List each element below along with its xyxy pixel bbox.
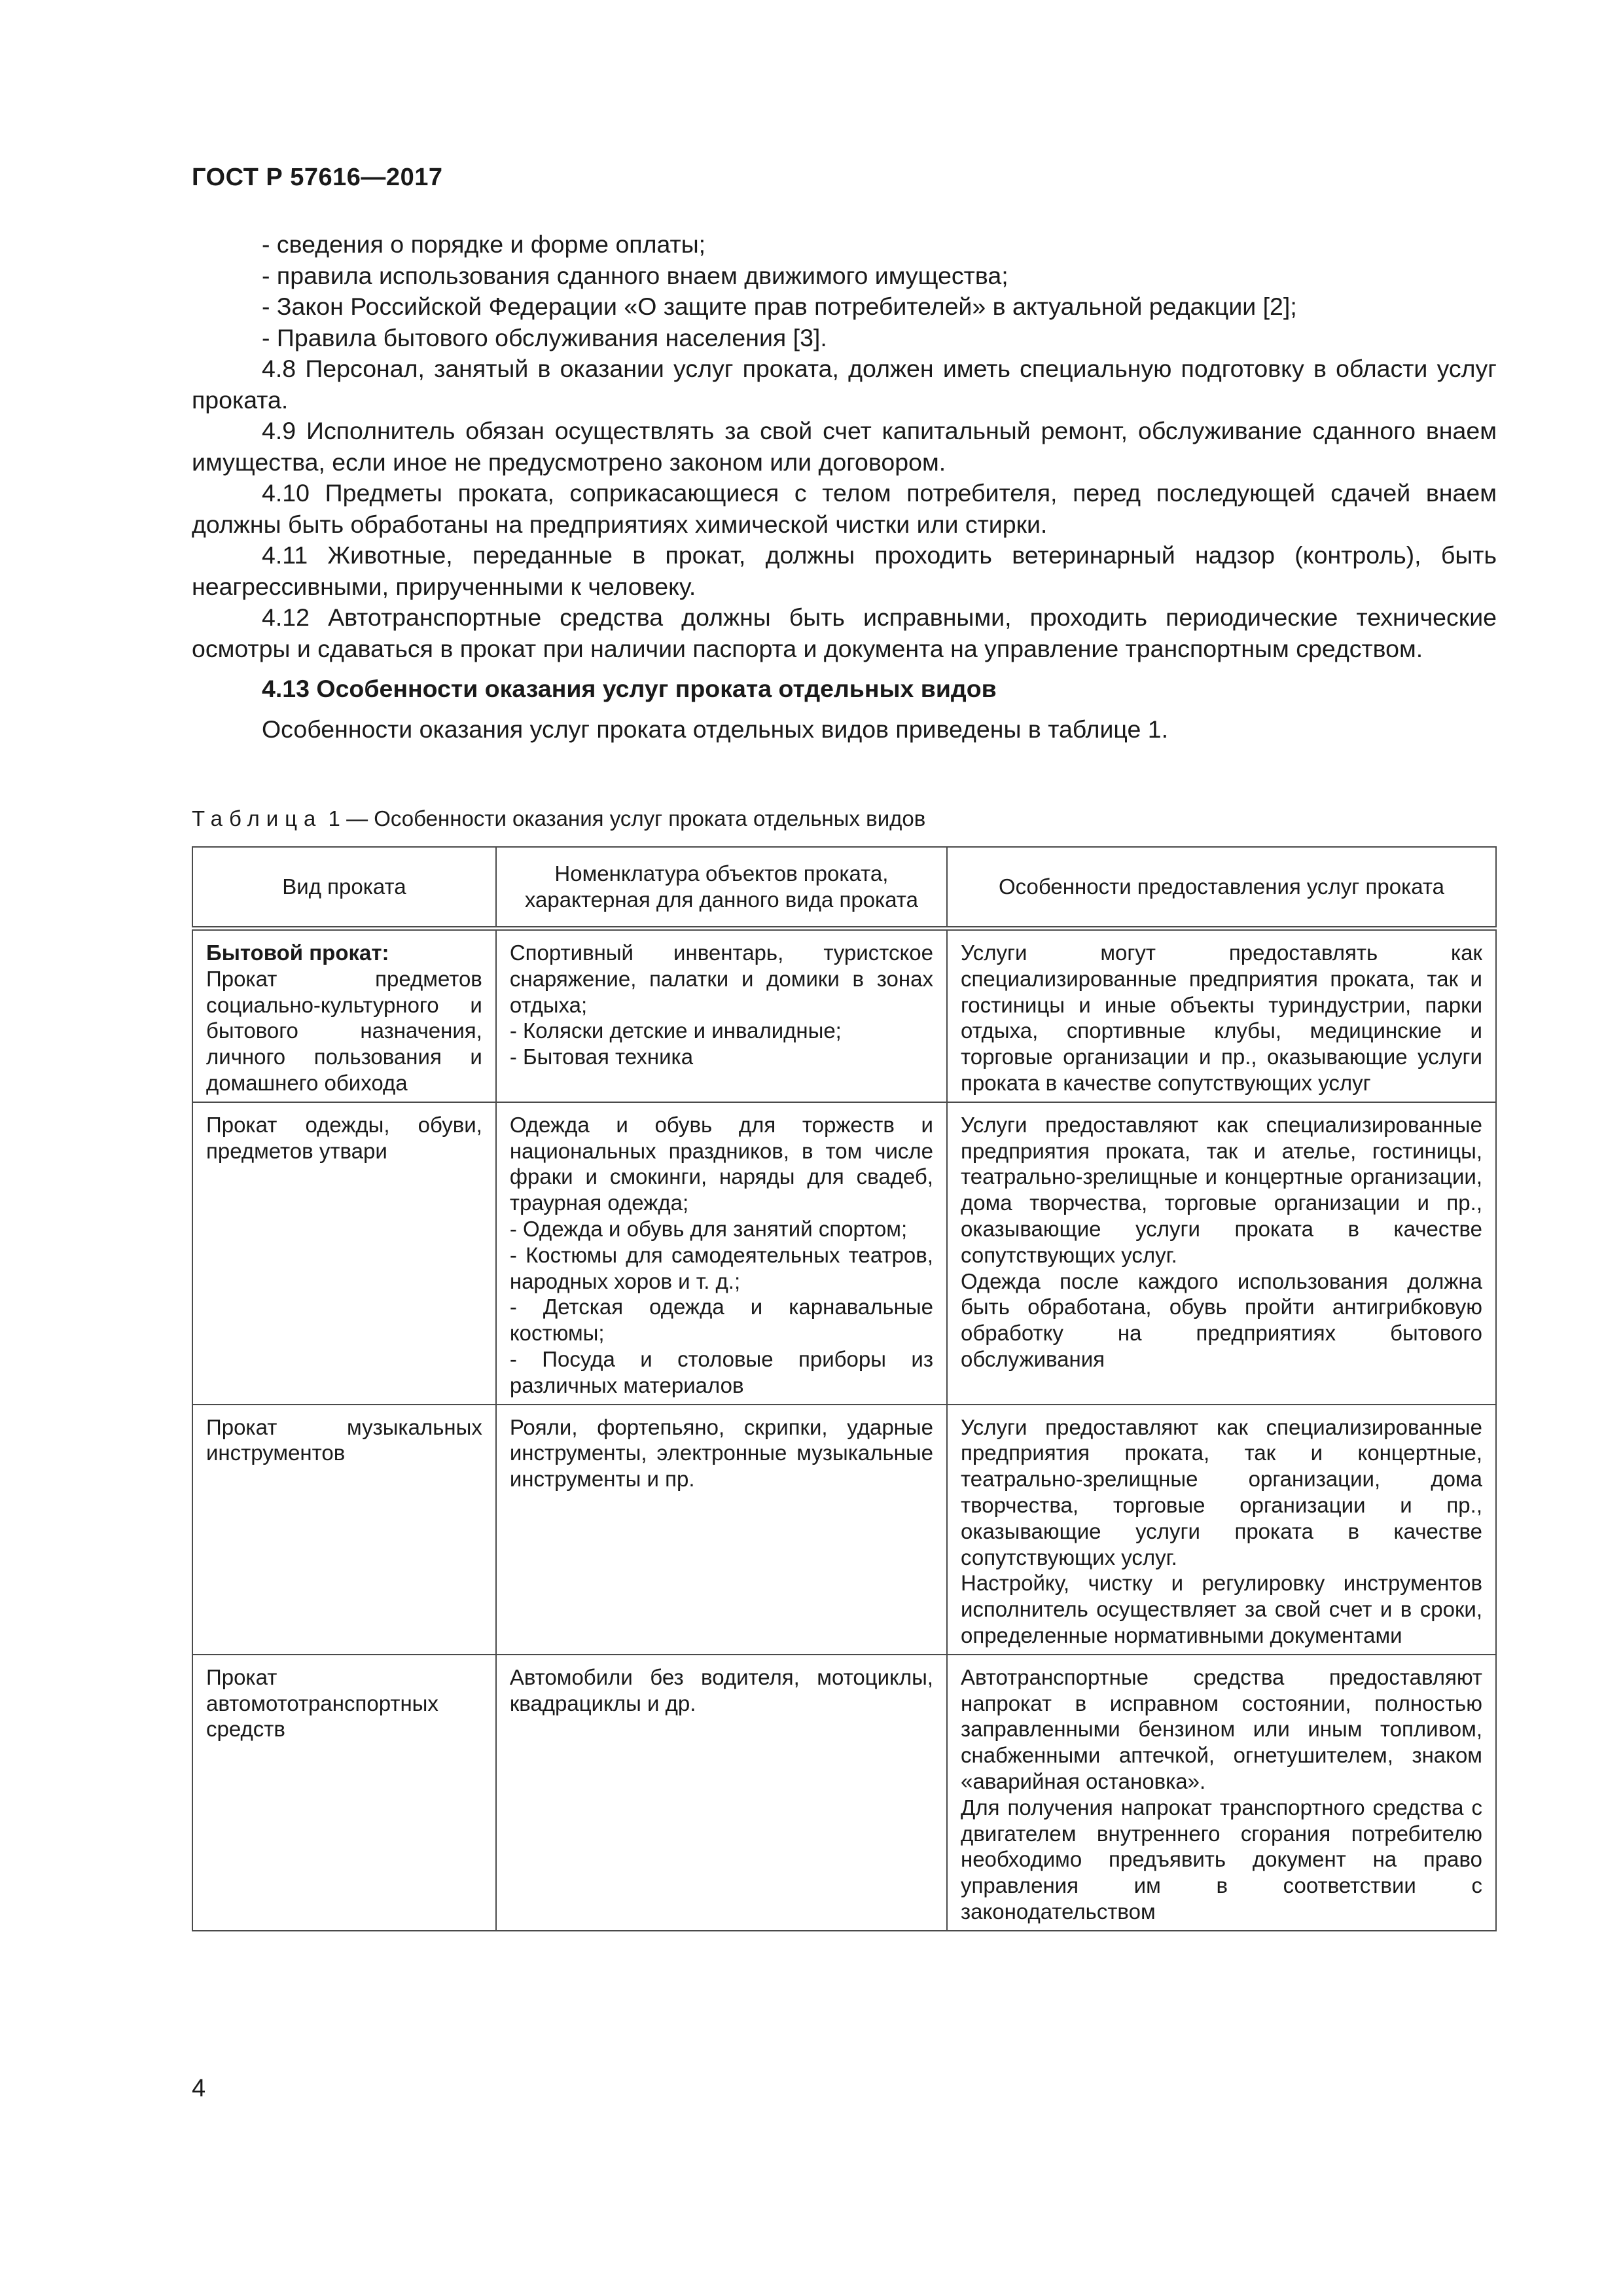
cell-items	[496, 1655, 947, 1931]
paragraph-4-10: 4.10 Предметы проката, соприкасающиеся с телом потребителя, перед последующей сдачей внаем должны быть обработаны на предприятиях химической чистки или стирки.	[192, 479, 1497, 538]
table-caption	[192, 806, 925, 831]
cell-type-heading: Бытовой прокат:	[206, 941, 389, 965]
cell-features	[947, 1102, 1496, 1405]
cell-feature: Услуги предоставляют как специализированные предприятия проката, так и ателье, гостиницы, театрально-зрелищные и концертные организации, дома творчества, торговые организации и пр., оказывающие услуги проката в качестве сопутствующих услуг.	[960, 1112, 1482, 1267]
paragraph-4-12: 4.12 Автотранспортные средства должны быть исправными, проходить периодические технические осмотры и сдаваться в прокат при наличии паспорта и документа на управление транспортным средством.	[192, 603, 1497, 662]
cell-item: - Бытовая техника	[509, 1045, 694, 1069]
cell-feature: Услуги могут предоставлять как специализированные предприятия проката, так и гостиницы и иные объекты туриндустрии, парки отдыха, спортивные клубы, медицинские и торговые организации и пр., оказывающие услуги проката в качестве сопутствующих услуг	[960, 941, 1482, 1095]
list-item: - Правила бытового обслуживания населения [3].	[262, 323, 827, 351]
cell-items	[496, 1405, 947, 1655]
cell-type	[192, 1405, 496, 1655]
cell-feature: Автотранспортные средства предоставляют напрокат в исправном состоянии, полностью заправленными бензином или иным топливом, снабженными аптечкой, огнетушителем, знаком «аварийная остановка».	[960, 1664, 1482, 1793]
paragraph-4-9: 4.9 Исполнитель обязан осуществлять за свой счет капитальный ремонт, обслуживание сданного внаем имущества, если иное не предусмотрено законом или договором.	[192, 417, 1497, 476]
cell-items	[496, 1102, 947, 1405]
cell-feature: Услуги предоставляют как специализированные предприятия проката, так и концертные, театрально-зрелищные организации, дома творчества, торговые организации и пр., оказывающие услуги проката в качестве сопутствующих услуг.	[960, 1414, 1482, 1570]
cell-feature: Одежда после каждого использования должна быть обработана, обувь пройти антигрибковую обработку на предприятиях бытового обслуживания	[960, 1268, 1482, 1371]
cell-item: - Коляски детские и инвалидные;	[509, 1018, 842, 1043]
rental-features-table	[192, 846, 1497, 1931]
table-header-row	[192, 847, 1496, 929]
list-item: - Закон Российской Федерации «О защите прав потребителей» в актуальной редакции [2];	[262, 293, 1297, 320]
column-header-type: Вид проката	[192, 847, 496, 929]
table-row	[192, 1655, 1496, 1931]
list-item: - сведения о порядке и форме оплаты;	[262, 230, 706, 258]
cell-features	[947, 1405, 1496, 1655]
cell-type-text: Прокат автомототранспортных средств	[206, 1664, 438, 1742]
paragraph-4-8: 4.8 Персонал, занятый в оказании услуг проката, должен иметь специальную подготовку в области услуг проката.	[192, 355, 1497, 414]
table-caption-label: Таблица	[192, 806, 323, 831]
paragraph-4-11: 4.11 Животные, переданные в прокат, должны проходить ветеринарный надзор (контроль), быть неагрессивными, прирученными к человеку.	[192, 541, 1497, 600]
cell-type	[192, 929, 496, 1102]
cell-item: Рояли, фортепьяно, скрипки, ударные инструменты, электронные музыкальные инструменты и пр.	[509, 1414, 933, 1492]
cell-item: Автомобили без водителя, мотоциклы, квадрациклы и др.	[509, 1664, 933, 1715]
cell-type-text: Прокат музыкальных инструментов	[206, 1414, 482, 1465]
cell-feature: Для получения напрокат транспортного средства с двигателем внутреннего сгорания потребителю необходимо предъявить документ на право управления им в соответствии с законодательством	[960, 1795, 1482, 1924]
cell-type-text: Прокат предметов социально-культурного и бытового назначения, личного пользования и домашнего обихода	[206, 966, 482, 1095]
table-row	[192, 929, 1496, 1102]
column-header-items: Номенклатура объектов проката, характерная для данного вида проката	[496, 847, 947, 929]
table-row	[192, 1102, 1496, 1405]
table-row	[192, 1405, 1496, 1655]
cell-item: - Посуда и столовые приборы из различных материалов	[509, 1346, 933, 1397]
cell-items	[496, 929, 947, 1102]
cell-type	[192, 1102, 496, 1405]
body-text	[192, 229, 1497, 745]
cell-features	[947, 1655, 1496, 1931]
cell-feature: Настройку, чистку и регулировку инструментов исполнитель осуществляет за свой счет и в сроки, определенные нормативными документами	[960, 1571, 1482, 1647]
cell-item: Спортивный инвентарь, туристское снаряжение, палатки и домики в зонах отдыха;	[509, 941, 933, 1017]
cell-item: - Костюмы для самодеятельных театров, народных хоров и т. д.;	[509, 1242, 933, 1293]
page-number: 4	[192, 2075, 206, 2102]
list-item: - правила использования сданного внаем движимого имущества;	[262, 261, 1008, 289]
section-4-13-text: Особенности оказания услуг проката отдельных видов приведены в таблице 1.	[262, 715, 1169, 743]
cell-item: - Одежда и обувь для занятий спортом;	[509, 1216, 908, 1241]
column-header-features: Особенности предоставления услуг проката	[947, 847, 1496, 929]
cell-item: Одежда и обувь для торжеств и национальных праздников, в том числе фраки и смокинги, наряды для свадеб, траурная одежда;	[509, 1112, 933, 1215]
table-caption-text: 1 — Особенности оказания услуг проката отдельных видов	[322, 806, 926, 831]
section-4-13-title: 4.13 Особенности оказания услуг проката отдельных видов	[262, 675, 997, 702]
document-header: ГОСТ Р 57616—2017	[192, 164, 443, 191]
cell-type	[192, 1655, 496, 1931]
cell-features	[947, 929, 1496, 1102]
cell-item: - Детская одежда и карнавальные костюмы;	[509, 1295, 933, 1346]
cell-type-text: Прокат одежды, обуви, предметов утвари	[206, 1112, 482, 1163]
